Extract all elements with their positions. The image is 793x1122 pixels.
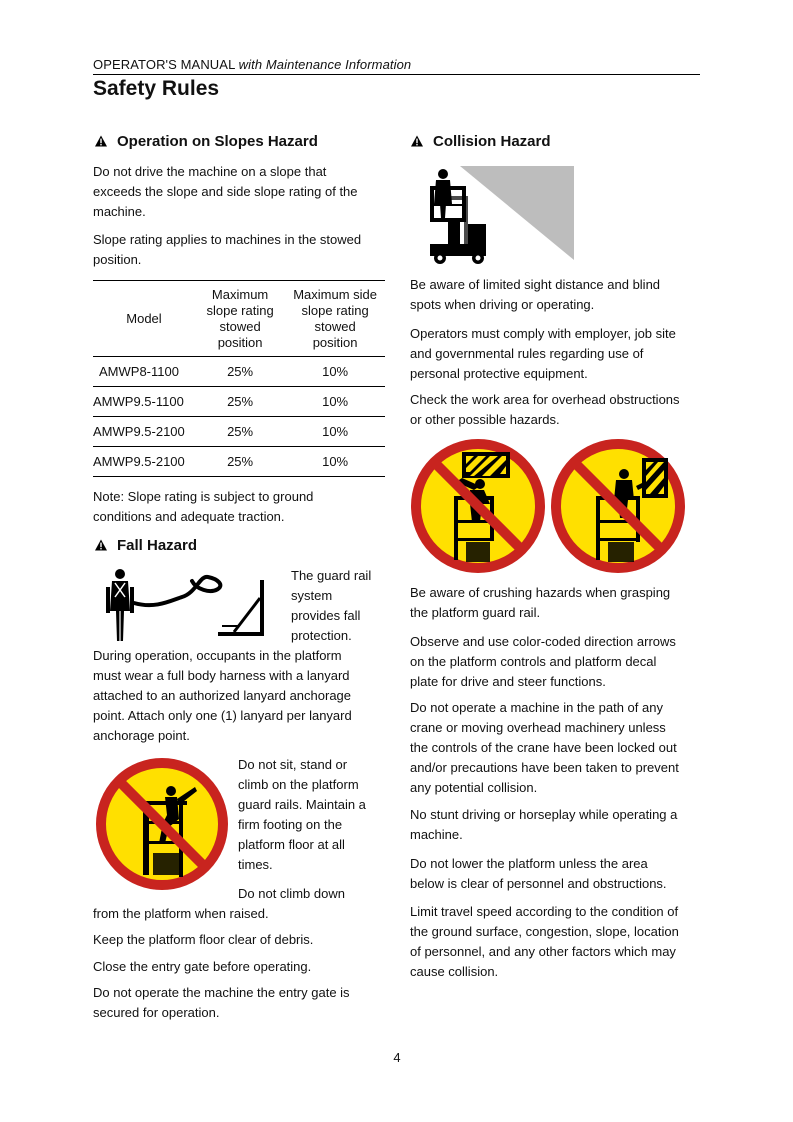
text-line: Be aware of limited sight distance and blind <box>410 277 661 292</box>
header-line: position <box>312 334 358 350</box>
cell-model: AMWP8-1100 <box>93 357 195 387</box>
text-line: crane or moving overhead machinery unless <box>410 720 666 735</box>
header-line: stowed <box>219 318 261 334</box>
header-line: Maximum side <box>293 286 377 302</box>
text-line: spots when driving or operating. <box>410 297 595 312</box>
text-line: guard rails. Maintain a <box>238 797 366 812</box>
cell-side: 10% <box>285 417 385 447</box>
text-line: protection. <box>291 628 352 643</box>
running-header <box>93 57 411 72</box>
no-climb-sign-icon <box>95 757 229 891</box>
text-line: The guard rail <box>291 568 372 583</box>
col-header-model: Model <box>93 281 195 357</box>
page-number: 4 <box>393 1050 401 1065</box>
text-line: any potential collision. <box>410 780 538 795</box>
slopes-heading <box>95 133 318 150</box>
text-line: Do not sit, stand or <box>238 757 348 772</box>
text-line: must wear a full body harness with a lanyard <box>93 668 350 683</box>
no-overhead-crush-sign-icon <box>410 438 546 574</box>
no-climb-down-text-1: Do not climb down <box>238 886 345 901</box>
text-line: Do not operate a machine in the path of any <box>410 700 663 715</box>
col-header-max-slope <box>195 281 285 357</box>
text-line: the platform guard rail. <box>410 605 541 620</box>
text-line: conditions and adequate traction. <box>93 509 285 524</box>
table-row <box>93 387 385 417</box>
text-line: Do not drive the machine on a slope that <box>93 164 327 179</box>
page-title: Safety Rules <box>93 77 220 100</box>
fall-heading-text: Fall Hazard <box>117 537 198 554</box>
slopes-intro <box>93 162 358 222</box>
text-line: Do not lower the platform unless the area <box>410 856 648 871</box>
slope-traction-note <box>93 487 313 527</box>
cell-model: AMWP9.5-2100 <box>93 417 195 447</box>
text-line: machine. <box>410 827 463 842</box>
harness-text <box>93 646 352 746</box>
cell-max: 25% <box>195 447 285 477</box>
text-line: Slope rating applies to machines in the stowed <box>93 232 362 247</box>
collision-p7 <box>410 805 677 845</box>
table-row <box>93 417 385 447</box>
warning-triangle-icon <box>95 539 107 551</box>
gate-text: Close the entry gate before operating. <box>93 959 312 974</box>
text-line: machine. <box>93 204 146 219</box>
table-row <box>93 447 385 477</box>
cell-side: 10% <box>285 387 385 417</box>
text-line: secured for operation. <box>93 1005 220 1020</box>
text-line: on the platform controls and platform decal <box>410 654 657 669</box>
header-line: Maximum <box>211 286 269 302</box>
cell-side: 10% <box>285 357 385 387</box>
collision-heading <box>411 133 551 150</box>
col-header-max-side-slope <box>285 281 385 357</box>
text-line: point. Attach only one (1) lanyard per lanyard <box>93 708 352 723</box>
text-line: below is clear of personnel and obstructions. <box>410 876 667 891</box>
collision-p1 <box>410 275 660 315</box>
cell-model: AMWP9.5-1100 <box>93 387 195 417</box>
no-sit-text <box>238 755 366 875</box>
warning-triangle-icon <box>95 135 107 147</box>
collision-p4 <box>410 583 670 623</box>
text-line: Observe and use color-coded direction arrows <box>410 634 676 649</box>
header-title: OPERATOR'S MANUAL <box>93 57 235 72</box>
guard-rail-text <box>291 566 371 646</box>
collision-p3 <box>410 390 680 430</box>
collision-p9 <box>410 902 679 982</box>
no-climb-down-text-2: from the platform when raised. <box>93 906 269 921</box>
header-line: position <box>217 334 263 350</box>
text-line: system <box>291 588 333 603</box>
text-line: plate for drive and steer functions. <box>410 674 606 689</box>
text-line: cause collision. <box>410 964 499 979</box>
no-side-crush-sign-icon <box>550 438 686 574</box>
text-line: provides fall <box>291 608 361 623</box>
header-line: stowed <box>314 318 356 334</box>
text-line: platform floor at all <box>238 837 345 852</box>
text-line: Limit travel speed according to the condition of <box>410 904 679 919</box>
text-line: or other possible hazards. <box>410 412 560 427</box>
text-line: times. <box>238 857 273 872</box>
header-subtitle: with Maintenance Information <box>238 57 412 72</box>
text-line: of personnel, and any other factors which may <box>410 944 676 959</box>
text-line: exceeds the slope and side slope rating of the <box>93 184 358 199</box>
text-line: and/or precautions have been taken to prevent <box>410 760 679 775</box>
slope-rating-table <box>93 280 385 477</box>
text-line: climb on the platform <box>238 777 359 792</box>
header-line: slope rating <box>301 302 369 318</box>
text-line: the ground surface, congestion, slope, location <box>410 924 679 939</box>
collision-p2 <box>410 324 676 384</box>
text-line: personal protective equipment. <box>410 366 588 381</box>
cell-side: 10% <box>285 447 385 477</box>
text-line: Do not operate the machine the entry gate is <box>93 985 350 1000</box>
text-line: the controls of the crane have been locked out <box>410 740 677 755</box>
slope-rating-note <box>93 230 361 270</box>
anchorage-icon <box>216 578 272 640</box>
debris-text: Keep the platform floor clear of debris. <box>93 932 314 947</box>
text-line: attached to an authorized lanyard anchorage <box>93 688 352 703</box>
text-line: and governmental rules regarding use of <box>410 346 644 361</box>
text-line: anchorage point. <box>93 728 190 743</box>
collision-p5 <box>410 632 676 692</box>
text-line: Note: Slope rating is subject to ground <box>93 489 314 504</box>
cell-model: AMWP9.5-2100 <box>93 447 195 477</box>
cell-max: 25% <box>195 357 285 387</box>
collision-platform-icon <box>426 164 578 268</box>
warning-triangle-icon <box>411 135 423 147</box>
collision-p8 <box>410 854 667 894</box>
table-row <box>93 357 385 387</box>
collision-p6 <box>410 698 679 798</box>
text-line: Be aware of crushing hazards when grasping <box>410 585 671 600</box>
fall-heading <box>95 537 197 554</box>
text-line: Operators must comply with employer, job site <box>410 326 676 341</box>
text-line: During operation, occupants in the platform <box>93 648 342 663</box>
cell-max: 25% <box>195 387 285 417</box>
header-rule <box>93 74 700 75</box>
gate-secured-text <box>93 983 350 1023</box>
text-line: Check the work area for overhead obstructions <box>410 392 680 407</box>
table-header-row <box>93 281 385 357</box>
slopes-heading-text: Operation on Slopes Hazard <box>117 133 318 150</box>
text-line: position. <box>93 252 142 267</box>
header-line: slope rating <box>206 302 274 318</box>
collision-heading-text: Collision Hazard <box>433 133 551 150</box>
text-line: No stunt driving or horseplay while operating a <box>410 807 678 822</box>
text-line: firm footing on the <box>238 817 343 832</box>
cell-max: 25% <box>195 417 285 447</box>
